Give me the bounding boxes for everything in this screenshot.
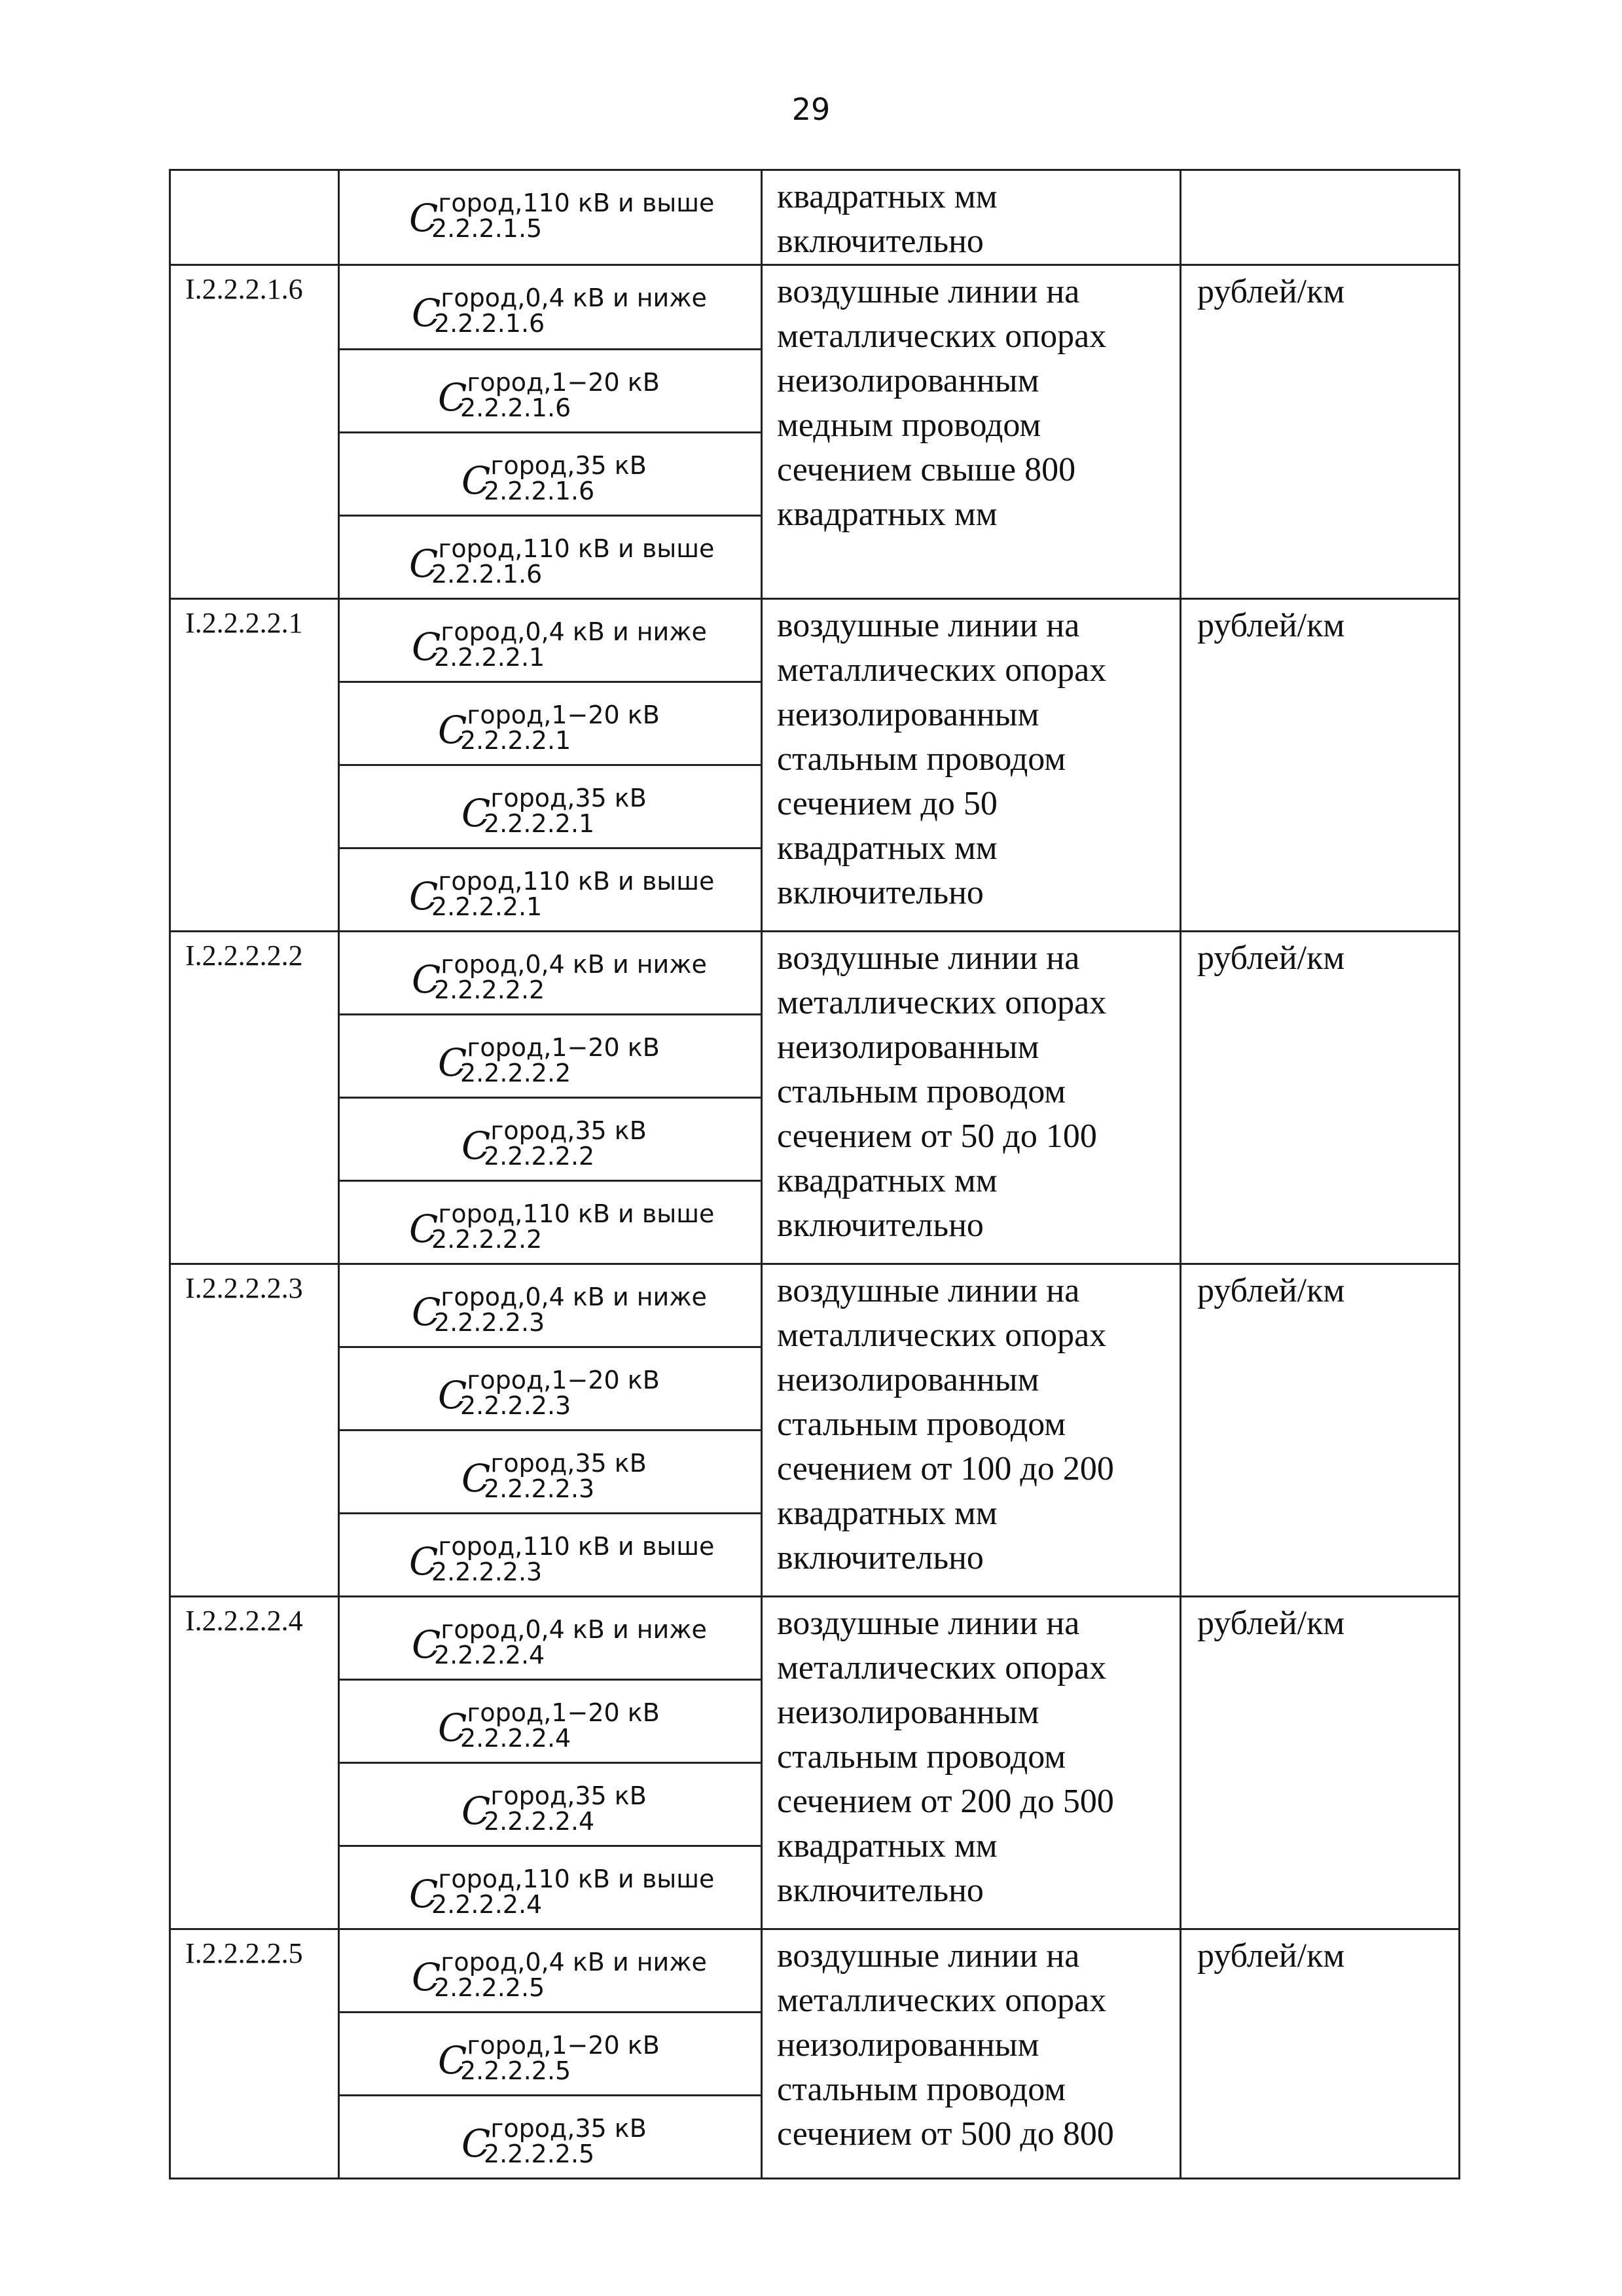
item-code: I.2.2.2.2.3 xyxy=(170,1264,339,1597)
item-code: I.2.2.2.2.2 xyxy=(170,932,339,1264)
symbol-letter: C xyxy=(412,1622,441,1667)
rate-symbol xyxy=(412,1935,707,2002)
symbol-superscript: город,1−20 кВ xyxy=(467,2031,660,2060)
rate-symbol-cell xyxy=(339,1347,762,1430)
symbol-subscript: 2.2.2.1.6 xyxy=(434,309,545,338)
item-code: I.2.2.2.2.1 xyxy=(170,599,339,932)
symbol-subscript: 2.2.2.2.5 xyxy=(460,2056,571,2085)
rate-symbol-cell xyxy=(339,516,762,599)
symbol-superscript: город,0,4 кВ и ниже xyxy=(441,1615,707,1644)
symbol-superscript: город,1−20 кВ xyxy=(467,1033,660,1062)
item-unit: рублей/км xyxy=(1181,1929,1460,2179)
symbol-letter: C xyxy=(409,1539,439,1584)
symbol-letter: C xyxy=(438,2038,467,2083)
item-unit: рублей/км xyxy=(1181,1264,1460,1597)
rate-symbol xyxy=(412,1603,707,1669)
rate-symbol xyxy=(461,1436,647,1503)
rate-symbol-cell xyxy=(339,1430,762,1514)
item-description: воздушные линии на металлических опорах неизолированным стальным проводом сечением до 50 квадратных мм включительно xyxy=(762,599,1181,932)
table-row xyxy=(170,265,1460,350)
item-description: воздушные линии на металлических опорах неизолированным медным проводом сечением свыше 800 квадратных мм xyxy=(762,265,1181,599)
rate-symbol xyxy=(438,1021,660,1087)
rate-symbol-cell xyxy=(339,2096,762,2179)
symbol-superscript: город,1−20 кВ xyxy=(467,368,660,397)
rate-symbol xyxy=(438,1686,660,1753)
symbol-subscript: 2.2.2.2.2 xyxy=(460,1059,571,1087)
item-unit: рублей/км xyxy=(1181,932,1460,1264)
symbol-subscript: 2.2.2.2.2 xyxy=(484,1142,595,1171)
symbol-subscript: 2.2.2.2.3 xyxy=(484,1474,595,1503)
rate-symbol xyxy=(461,1769,647,1836)
symbol-letter: C xyxy=(412,1955,441,1999)
symbol-superscript: город,110 кВ и выше xyxy=(438,534,715,563)
rate-symbol-cell xyxy=(339,433,762,516)
symbol-superscript: город,35 кВ xyxy=(490,1781,647,1810)
symbol-superscript: город,35 кВ xyxy=(490,1116,647,1145)
symbol-superscript: город,110 кВ и выше xyxy=(438,1865,715,1893)
rate-symbol xyxy=(412,605,707,672)
rate-symbol-cell xyxy=(339,765,762,848)
item-code: I.2.2.2.2.4 xyxy=(170,1597,339,1929)
symbol-superscript: город,0,4 кВ и ниже xyxy=(441,283,707,312)
symbol-subscript: 2.2.2.2.2 xyxy=(431,1225,543,1254)
item-unit: рублей/км xyxy=(1181,265,1460,599)
item-unit: рублей/км xyxy=(1181,1597,1460,1929)
rate-symbol xyxy=(461,2102,647,2168)
symbol-superscript: город,0,4 кВ и ниже xyxy=(441,617,707,646)
symbol-subscript: 2.2.2.2.3 xyxy=(431,1558,543,1586)
rate-symbol xyxy=(409,522,715,589)
item-code: I.2.2.2.2.5 xyxy=(170,1929,339,2179)
rates-table xyxy=(169,169,1460,2179)
rate-symbol xyxy=(409,1520,715,1586)
rate-symbol-cell xyxy=(339,1846,762,1929)
table-row xyxy=(170,932,1460,1015)
item-unit xyxy=(1181,170,1460,265)
symbol-superscript: город,1−20 кВ xyxy=(467,1698,660,1727)
symbol-superscript: город,110 кВ и выше xyxy=(438,1532,715,1561)
table-row xyxy=(170,1264,1460,1347)
item-code: I.2.2.2.1.6 xyxy=(170,265,339,599)
rates-table-body xyxy=(170,170,1460,2179)
rate-symbol-cell xyxy=(339,1597,762,1680)
symbol-superscript: город,1−20 кВ xyxy=(467,701,660,729)
rate-symbol xyxy=(409,1852,715,1919)
symbol-superscript: город,35 кВ xyxy=(490,2114,647,2143)
symbol-subscript: 2.2.2.2.4 xyxy=(431,1890,543,1919)
item-unit: рублей/км xyxy=(1181,599,1460,932)
symbol-letter: C xyxy=(409,1872,439,1916)
symbol-subscript: 2.2.2.2.2 xyxy=(434,975,545,1004)
symbol-subscript: 2.2.2.2.5 xyxy=(484,2140,595,2168)
rate-symbol xyxy=(409,1187,715,1254)
item-description: воздушные линии на металлических опорах неизолированным стальным проводом сечением от 100 до 200 квадратных мм включительно xyxy=(762,1264,1181,1597)
symbol-letter: C xyxy=(438,375,467,420)
symbol-letter: C xyxy=(412,291,441,335)
symbol-subscript: 2.2.2.2.1 xyxy=(434,643,545,672)
rate-symbol xyxy=(438,355,660,422)
rate-symbol xyxy=(438,688,660,755)
symbol-subscript: 2.2.2.2.3 xyxy=(460,1391,571,1420)
rate-symbol-cell xyxy=(339,1514,762,1597)
item-description: квадратных мм включительно xyxy=(762,170,1181,265)
rate-symbol xyxy=(461,439,647,505)
symbol-superscript: город,35 кВ xyxy=(490,784,647,812)
item-code xyxy=(170,170,339,265)
rate-symbol xyxy=(438,2018,660,2085)
table-row xyxy=(170,599,1460,682)
rate-symbol-cell xyxy=(339,2013,762,2096)
symbol-superscript: город,0,4 кВ и ниже xyxy=(441,950,707,979)
symbol-subscript: 2.2.2.2.4 xyxy=(460,1724,571,1753)
symbol-subscript: 2.2.2.1.6 xyxy=(460,393,571,422)
symbol-letter: C xyxy=(461,458,491,503)
rate-symbol xyxy=(409,854,715,921)
symbol-letter: C xyxy=(412,957,441,1002)
symbol-letter: C xyxy=(461,1123,491,1168)
symbol-letter: C xyxy=(409,874,439,919)
item-description: воздушные линии на металлических опорах неизолированным стальным проводом сечением от 50 до 100 квадратных мм включительно xyxy=(762,932,1181,1264)
symbol-superscript: город,110 кВ и выше xyxy=(438,867,715,896)
rate-symbol xyxy=(412,938,707,1004)
rate-symbol-cell xyxy=(339,350,762,433)
rate-symbol xyxy=(461,771,647,838)
symbol-subscript: 2.2.2.1.6 xyxy=(431,560,543,589)
symbol-letter: C xyxy=(461,791,491,835)
symbol-superscript: город,1−20 кВ xyxy=(467,1366,660,1394)
symbol-superscript: город,0,4 кВ и ниже xyxy=(441,1283,707,1311)
symbol-subscript: 2.2.2.1.5 xyxy=(431,214,543,243)
symbol-letter: C xyxy=(461,1456,491,1501)
rate-symbol-cell xyxy=(339,848,762,932)
rate-symbol-cell xyxy=(339,265,762,350)
rate-symbol xyxy=(461,1104,647,1171)
item-description: воздушные линии на металлических опорах неизолированным стальным проводом сечением от 500 до 800 xyxy=(762,1929,1181,2179)
symbol-subscript: 2.2.2.2.1 xyxy=(484,809,595,838)
symbol-superscript: город,110 кВ и выше xyxy=(438,189,715,217)
rate-symbol-cell xyxy=(339,682,762,765)
rate-symbol xyxy=(412,271,707,338)
symbol-superscript: город,35 кВ xyxy=(490,451,647,480)
symbol-letter: C xyxy=(412,625,441,669)
table-row xyxy=(170,1597,1460,1680)
symbol-letter: C xyxy=(461,2121,491,2166)
symbol-subscript: 2.2.2.2.1 xyxy=(460,726,571,755)
rate-symbol-cell xyxy=(339,1680,762,1763)
rate-symbol xyxy=(438,1353,660,1420)
symbol-superscript: город,0,4 кВ и ниже xyxy=(441,1948,707,1977)
symbol-subscript: 2.2.2.1.6 xyxy=(484,477,595,505)
rate-symbol-cell xyxy=(339,170,762,265)
symbol-letter: C xyxy=(438,1373,467,1417)
table-row xyxy=(170,1929,1460,2013)
rate-symbol-cell xyxy=(339,932,762,1015)
rate-symbol-cell xyxy=(339,1929,762,2013)
symbol-letter: C xyxy=(409,541,439,586)
symbol-letter: C xyxy=(438,1040,467,1085)
symbol-letter: C xyxy=(409,196,439,240)
symbol-letter: C xyxy=(438,708,467,752)
page-number: 29 xyxy=(791,92,831,127)
rate-symbol-cell xyxy=(339,1763,762,1846)
symbol-letter: C xyxy=(438,1705,467,1750)
table-row xyxy=(170,170,1460,265)
rate-symbol-cell xyxy=(339,599,762,682)
symbol-subscript: 2.2.2.2.4 xyxy=(434,1641,545,1669)
symbol-superscript: город,110 кВ и выше xyxy=(438,1199,715,1228)
symbol-subscript: 2.2.2.2.1 xyxy=(431,892,543,921)
rate-symbol-cell xyxy=(339,1015,762,1098)
rate-symbol-cell xyxy=(339,1264,762,1347)
symbol-letter: C xyxy=(409,1207,439,1251)
symbol-superscript: город,35 кВ xyxy=(490,1449,647,1478)
rate-symbol xyxy=(409,176,715,243)
rate-symbol-cell xyxy=(339,1181,762,1264)
symbol-subscript: 2.2.2.2.5 xyxy=(434,1973,545,2002)
item-description: воздушные линии на металлических опорах неизолированным стальным проводом сечением от 200 до 500 квадратных мм включительно xyxy=(762,1597,1181,1929)
symbol-letter: C xyxy=(461,1789,491,1833)
rate-symbol xyxy=(412,1270,707,1337)
symbol-subscript: 2.2.2.2.3 xyxy=(434,1308,545,1337)
rate-symbol-cell xyxy=(339,1098,762,1181)
symbol-letter: C xyxy=(412,1290,441,1334)
symbol-subscript: 2.2.2.2.4 xyxy=(484,1807,595,1836)
